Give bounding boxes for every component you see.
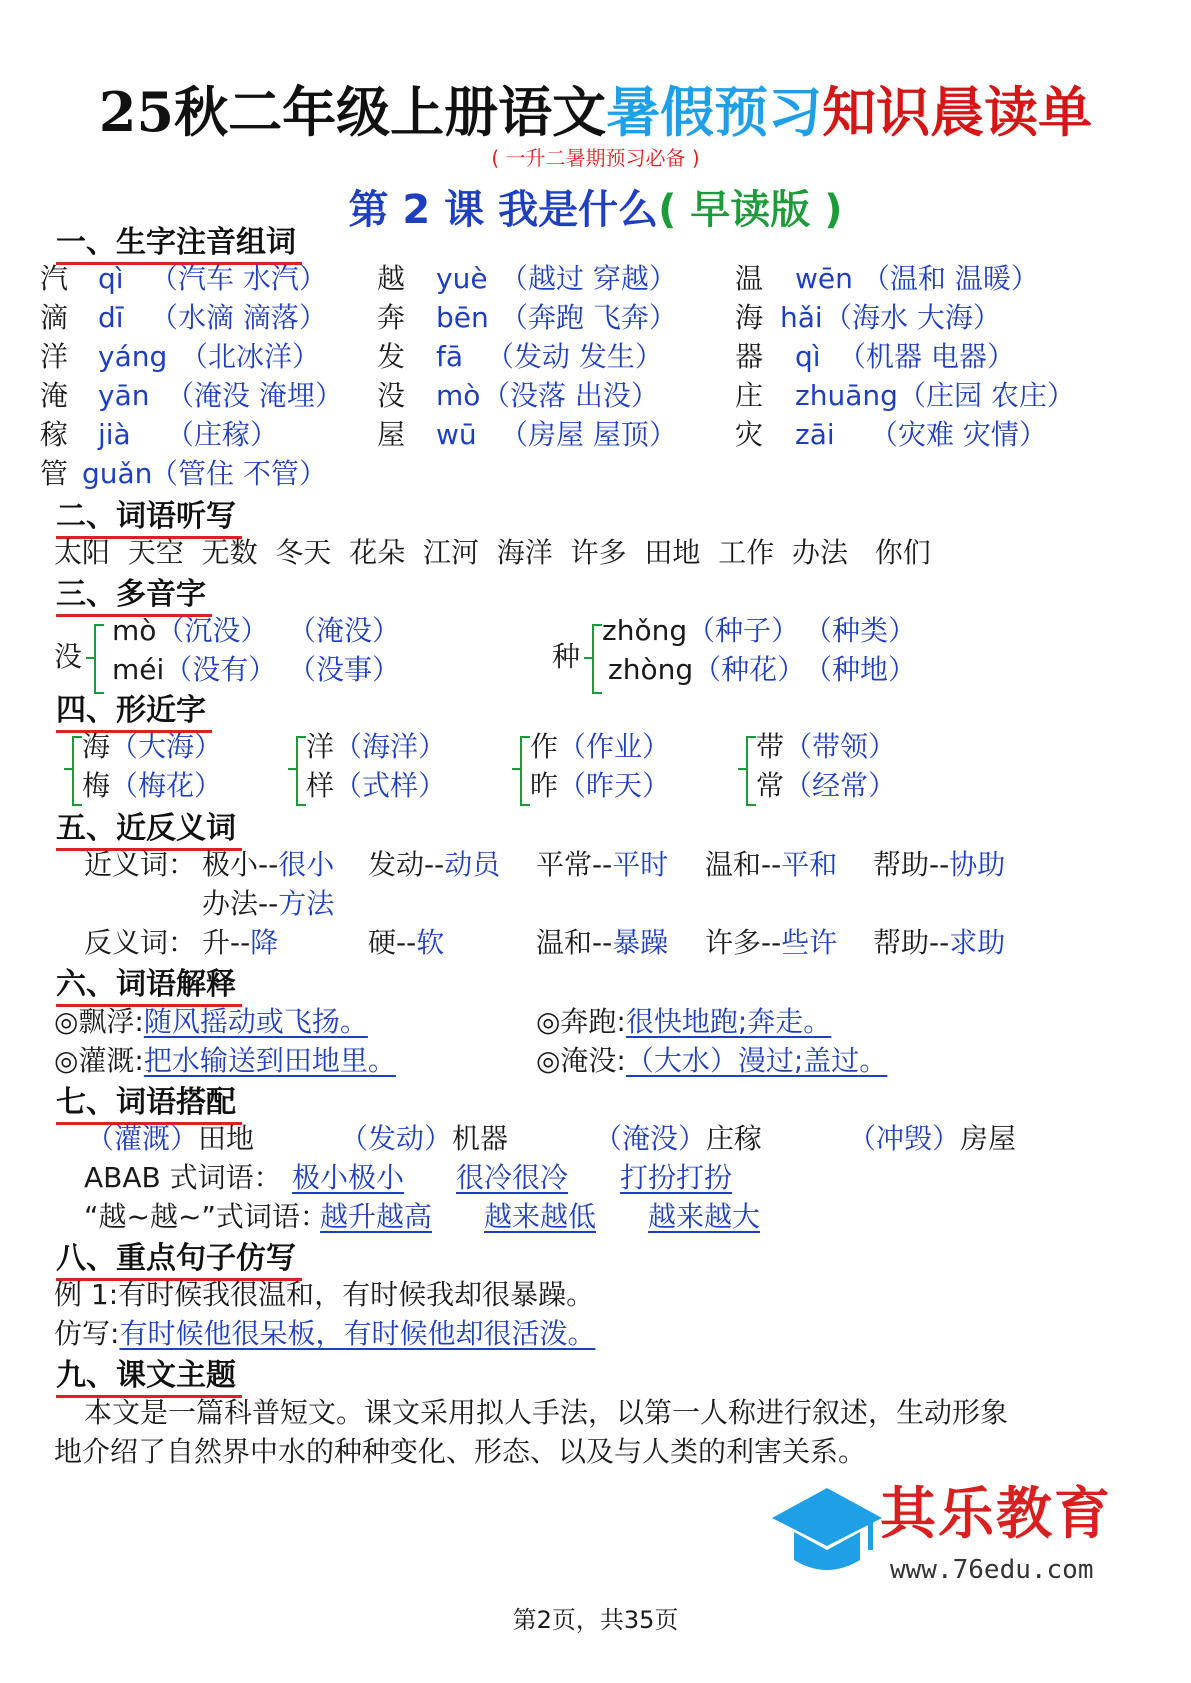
- xingjin-word: （海洋）: [334, 730, 447, 763]
- xingjin-char: 作: [530, 730, 559, 763]
- lesson-name: 第 2 课 我是什么: [348, 187, 659, 233]
- page-number: 第2页，共35页: [512, 1606, 679, 1634]
- dapei-blank: （发动）: [340, 1122, 453, 1155]
- brace: [592, 624, 602, 694]
- fan-answer: 暴躁: [612, 926, 669, 959]
- shengzi-words: （庄稼）: [166, 418, 279, 451]
- duoyin-pinyin: zhòng: [608, 653, 694, 686]
- dapei-pair: [594, 1122, 762, 1156]
- dapei-word: 房屋: [960, 1122, 1017, 1155]
- shengzi-char: 淹: [40, 379, 69, 412]
- jin-pair: [202, 848, 334, 882]
- shengzi-char: 屋: [377, 418, 406, 451]
- shengzi-pinyin: yáng: [98, 340, 168, 373]
- yue-word: 越来越低: [484, 1200, 597, 1233]
- shengzi-pinyin: qì: [795, 340, 821, 373]
- section-heading-jinfan: 五、近反义词: [56, 810, 242, 851]
- shengzi-char: 器: [735, 340, 764, 373]
- section-heading-jieshi: 六、词语解释: [56, 966, 242, 1007]
- dapei-word: 机器: [452, 1122, 509, 1155]
- dapei-blank: （冲毁）: [848, 1122, 961, 1155]
- duoyin-word: （没事）: [288, 653, 401, 686]
- brace-tick: [738, 768, 746, 770]
- jin-pair: [536, 848, 668, 882]
- xingjin-row: [306, 769, 446, 803]
- section-heading-shengzi: 一、生字注音组词: [56, 224, 302, 265]
- xingjin-char: 带: [756, 730, 785, 763]
- jieshi-term: ◎奔跑:: [536, 1005, 626, 1038]
- xingjin-word: （式样）: [334, 769, 447, 802]
- shengzi-words: （越过 穿越）: [500, 262, 677, 295]
- shengzi-char: 奔: [377, 301, 406, 334]
- jin-answer: 平时: [612, 848, 669, 881]
- xingjin-char: 常: [756, 769, 785, 802]
- zhuti-line: 本文是一篇科普短文。课文采用拟人手法，以第一人称进行叙述，生动形象: [84, 1396, 1009, 1429]
- duoyin-word: （种花）: [693, 653, 806, 686]
- jin-word: 平常--: [536, 848, 613, 881]
- shengzi-char: 洋: [40, 340, 69, 373]
- xingjin-word: （昨天）: [558, 769, 671, 802]
- fan-word: 硬--: [368, 926, 417, 959]
- duoyin-row: [602, 614, 917, 648]
- duoyin-row: [112, 614, 401, 648]
- jieshi-item: [54, 1044, 396, 1078]
- shengzi-char: 温: [735, 262, 764, 295]
- shengzi-pinyin: jià: [98, 418, 131, 451]
- fan-pair: [202, 926, 278, 960]
- shengzi-pinyin: mò: [436, 379, 481, 412]
- shengzi-char: 灾: [735, 418, 764, 451]
- xingjin-row: [82, 730, 222, 764]
- shengzi-words: （机器 电器）: [838, 340, 1015, 373]
- abab-word: 很冷很冷: [456, 1161, 569, 1194]
- shengzi-pinyin: dī: [98, 301, 124, 334]
- zhuti-line: 地介绍了自然界中水的种种变化、形态、以及与人类的利害关系。: [54, 1435, 867, 1468]
- jin-label: 近义词：: [84, 848, 197, 881]
- jin-pair: [705, 848, 837, 882]
- dapei-pair: [86, 1122, 254, 1156]
- title-part3: 知识晨读单: [822, 80, 1093, 144]
- yue-word: 越升越高: [320, 1200, 433, 1233]
- jin-answer: 方法: [278, 887, 335, 920]
- shengzi-pinyin: bēn: [436, 301, 489, 334]
- fangxie-label: 仿写:: [54, 1317, 120, 1350]
- shengzi-words: （庄园 农庄）: [898, 379, 1075, 412]
- shengzi-words: （淹没 淹埋）: [166, 379, 343, 412]
- xingjin-word: （经常）: [784, 769, 897, 802]
- xingjin-row: [756, 769, 896, 803]
- fan-pair: [705, 926, 837, 960]
- graduation-cap-icon: [772, 1488, 882, 1578]
- shengzi-pinyin: yuè: [436, 262, 488, 295]
- duoyin-word: （没有）: [164, 653, 277, 686]
- xingjin-row: [530, 769, 670, 803]
- fan-pair: [873, 926, 1005, 960]
- dapei-blank: （灌溉）: [86, 1122, 199, 1155]
- xingjin-row: [82, 769, 222, 803]
- fan-word: 许多--: [705, 926, 782, 959]
- dapei-blank: （淹没）: [594, 1122, 707, 1155]
- shengzi-words: （海水 大海）: [824, 301, 1001, 334]
- xingjin-word: （作业）: [558, 730, 671, 763]
- fan-word: 温和--: [536, 926, 613, 959]
- xingjin-row: [756, 730, 896, 764]
- brace-tick: [64, 768, 72, 770]
- jin-answer: 平和: [781, 848, 838, 881]
- duoyin-row: [608, 653, 917, 687]
- xingjin-row: [530, 730, 670, 764]
- yue-word: 越来越大: [648, 1200, 761, 1233]
- jin-word: 极小--: [202, 848, 279, 881]
- jin-pair: [202, 887, 334, 921]
- logo-url: www.76edu.com: [890, 1555, 1094, 1585]
- xingjin-char: 海: [82, 730, 111, 763]
- duoyin-word: （种子）: [687, 614, 800, 647]
- jin-answer: 动员: [444, 848, 501, 881]
- jieshi-definition: 把水输送到田地里。: [143, 1044, 396, 1077]
- jin-word: 办法--: [202, 887, 279, 920]
- xingjin-char: 梅: [82, 769, 111, 802]
- jieshi-item: [536, 1005, 831, 1039]
- fangxie-example: 例 1:有时候我很温和，有时候我却很暴躁。: [54, 1278, 595, 1311]
- jin-word: 温和--: [705, 848, 782, 881]
- shengzi-char: 稼: [40, 418, 69, 451]
- shengzi-char: 越: [377, 262, 406, 295]
- section-heading-dapei: 七、词语搭配: [56, 1084, 242, 1125]
- brace: [520, 736, 530, 806]
- abab-word: 打扮打扮: [620, 1161, 733, 1194]
- jin-answer: 协助: [949, 848, 1006, 881]
- brace-tick: [584, 657, 592, 659]
- duoyin-char: 种: [552, 640, 581, 673]
- fan-pair: [536, 926, 668, 960]
- tingxie-words: 太阳 天空 无数 冬天 花朵 江河 海洋 许多 田地 工作 办法 你们: [54, 536, 931, 569]
- fan-answer: 软: [416, 926, 445, 959]
- xingjin-char: 样: [306, 769, 335, 802]
- brace: [746, 736, 756, 806]
- duoyin-pinyin: méi: [112, 653, 165, 686]
- shengzi-char: 没: [377, 379, 406, 412]
- shengzi-pinyin: wū: [436, 418, 477, 451]
- fan-pair: [368, 926, 444, 960]
- jin-word: 发动--: [368, 848, 445, 881]
- title-part2: 暑假预习: [606, 80, 823, 144]
- shengzi-pinyin: zāi: [795, 418, 835, 451]
- fan-answer: 求助: [949, 926, 1006, 959]
- shengzi-char: 庄: [735, 379, 764, 412]
- xingjin-char: 洋: [306, 730, 335, 763]
- section-heading-duoyin: 三、多音字: [56, 576, 212, 617]
- jieshi-term: ◎淹没:: [536, 1044, 626, 1077]
- duoyin-word: （种地）: [804, 653, 917, 686]
- dapei-word: 庄稼: [706, 1122, 763, 1155]
- jieshi-item: [536, 1044, 887, 1078]
- brace: [296, 736, 306, 806]
- duoyin-pinyin: zhǒng: [602, 614, 688, 647]
- abab-word: 极小极小: [292, 1161, 405, 1194]
- fan-answer: 些许: [781, 926, 838, 959]
- shengzi-pinyin: zhuāng: [795, 379, 898, 412]
- duoyin-word: （淹没）: [288, 614, 401, 647]
- jin-pair: [873, 848, 1005, 882]
- duoyin-char: 没: [54, 640, 83, 673]
- jieshi-definition: 随风摇动或飞扬。: [143, 1005, 368, 1038]
- page-title: [0, 70, 1191, 147]
- xingjin-word: （带领）: [784, 730, 897, 763]
- yue-label: “越~越~”式词语：: [84, 1200, 328, 1233]
- shengzi-words: （房屋 屋顶）: [500, 418, 677, 451]
- shengzi-words: （奔跑 飞奔）: [500, 301, 677, 334]
- shengzi-pinyin: yān: [98, 379, 150, 412]
- fangxie-answer-line: [54, 1317, 595, 1351]
- xingjin-word: （梅花）: [110, 769, 223, 802]
- title-part1: 25秋二年级上册语文: [98, 80, 607, 144]
- dapei-pair: [340, 1122, 508, 1156]
- shengzi-words: （水滴 滴落）: [150, 301, 327, 334]
- shengzi-words: （汽车 水汽）: [150, 262, 327, 295]
- shengzi-char: 汽: [40, 262, 69, 295]
- subtitle: ( 一升二暑期预习必备 ): [491, 146, 700, 170]
- jieshi-definition: 很快地跑;奔走。: [625, 1005, 832, 1038]
- shengzi-char: 滴: [40, 301, 69, 334]
- fan-answer: 降: [250, 926, 279, 959]
- shengzi-pinyin: hǎi: [780, 301, 823, 334]
- jin-answer: 很小: [278, 848, 335, 881]
- brace-tick: [512, 768, 520, 770]
- shengzi-pinyin: guǎn: [82, 457, 153, 490]
- fan-word: 帮助--: [873, 926, 950, 959]
- brace-tick: [86, 657, 94, 659]
- section-heading-xingjin: 四、形近字: [56, 692, 212, 733]
- fan-label: 反义词：: [84, 926, 197, 959]
- brace: [94, 624, 104, 694]
- shengzi-words: （发动 发生）: [486, 340, 663, 373]
- jin-pair: [368, 848, 500, 882]
- section-heading-tingxie: 二、词语听写: [56, 498, 242, 539]
- fan-word: 升--: [202, 926, 251, 959]
- shengzi-words: （温和 温暖）: [862, 262, 1039, 295]
- jin-word: 帮助--: [873, 848, 950, 881]
- duoyin-word: （沉没）: [156, 614, 269, 647]
- logo-name: 其乐教育: [880, 1482, 1112, 1547]
- shengzi-words: （灾难 灾情）: [870, 418, 1047, 451]
- brace-tick: [288, 768, 296, 770]
- brace: [72, 736, 82, 806]
- jieshi-definition: （大水）漫过;盖过。: [625, 1044, 888, 1077]
- shengzi-words: （管住 不管）: [150, 457, 327, 490]
- shengzi-pinyin: wēn: [795, 262, 853, 295]
- section-heading-fangxie: 八、重点句子仿写: [56, 1240, 302, 1281]
- fangxie-answer: 有时候他很呆板，有时候他却很活泼。: [119, 1317, 596, 1350]
- dapei-word: 田地: [198, 1122, 255, 1155]
- jieshi-term: ◎飘浮:: [54, 1005, 144, 1038]
- abab-label: ABAB 式词语：: [84, 1161, 282, 1194]
- dapei-pair: [848, 1122, 1016, 1156]
- shengzi-words: （没落 出没）: [482, 379, 659, 412]
- jieshi-item: [54, 1005, 368, 1039]
- shengzi-pinyin: fā: [436, 340, 464, 373]
- xingjin-row: [306, 730, 446, 764]
- shengzi-pinyin: qì: [98, 262, 124, 295]
- jieshi-term: ◎灌溉:: [54, 1044, 144, 1077]
- duoyin-row: [112, 653, 401, 687]
- shengzi-words: （北冰洋）: [180, 340, 321, 373]
- lesson-edition: ( 早读版 ): [658, 187, 843, 233]
- shengzi-char: 海: [735, 301, 764, 334]
- section-heading-zhuti: 九、课文主题: [56, 1357, 242, 1398]
- duoyin-pinyin: mò: [112, 614, 157, 647]
- duoyin-word: （种类）: [804, 614, 917, 647]
- shengzi-char: 管: [40, 457, 69, 490]
- xingjin-word: （大海）: [110, 730, 223, 763]
- xingjin-char: 昨: [530, 769, 559, 802]
- shengzi-char: 发: [377, 340, 406, 373]
